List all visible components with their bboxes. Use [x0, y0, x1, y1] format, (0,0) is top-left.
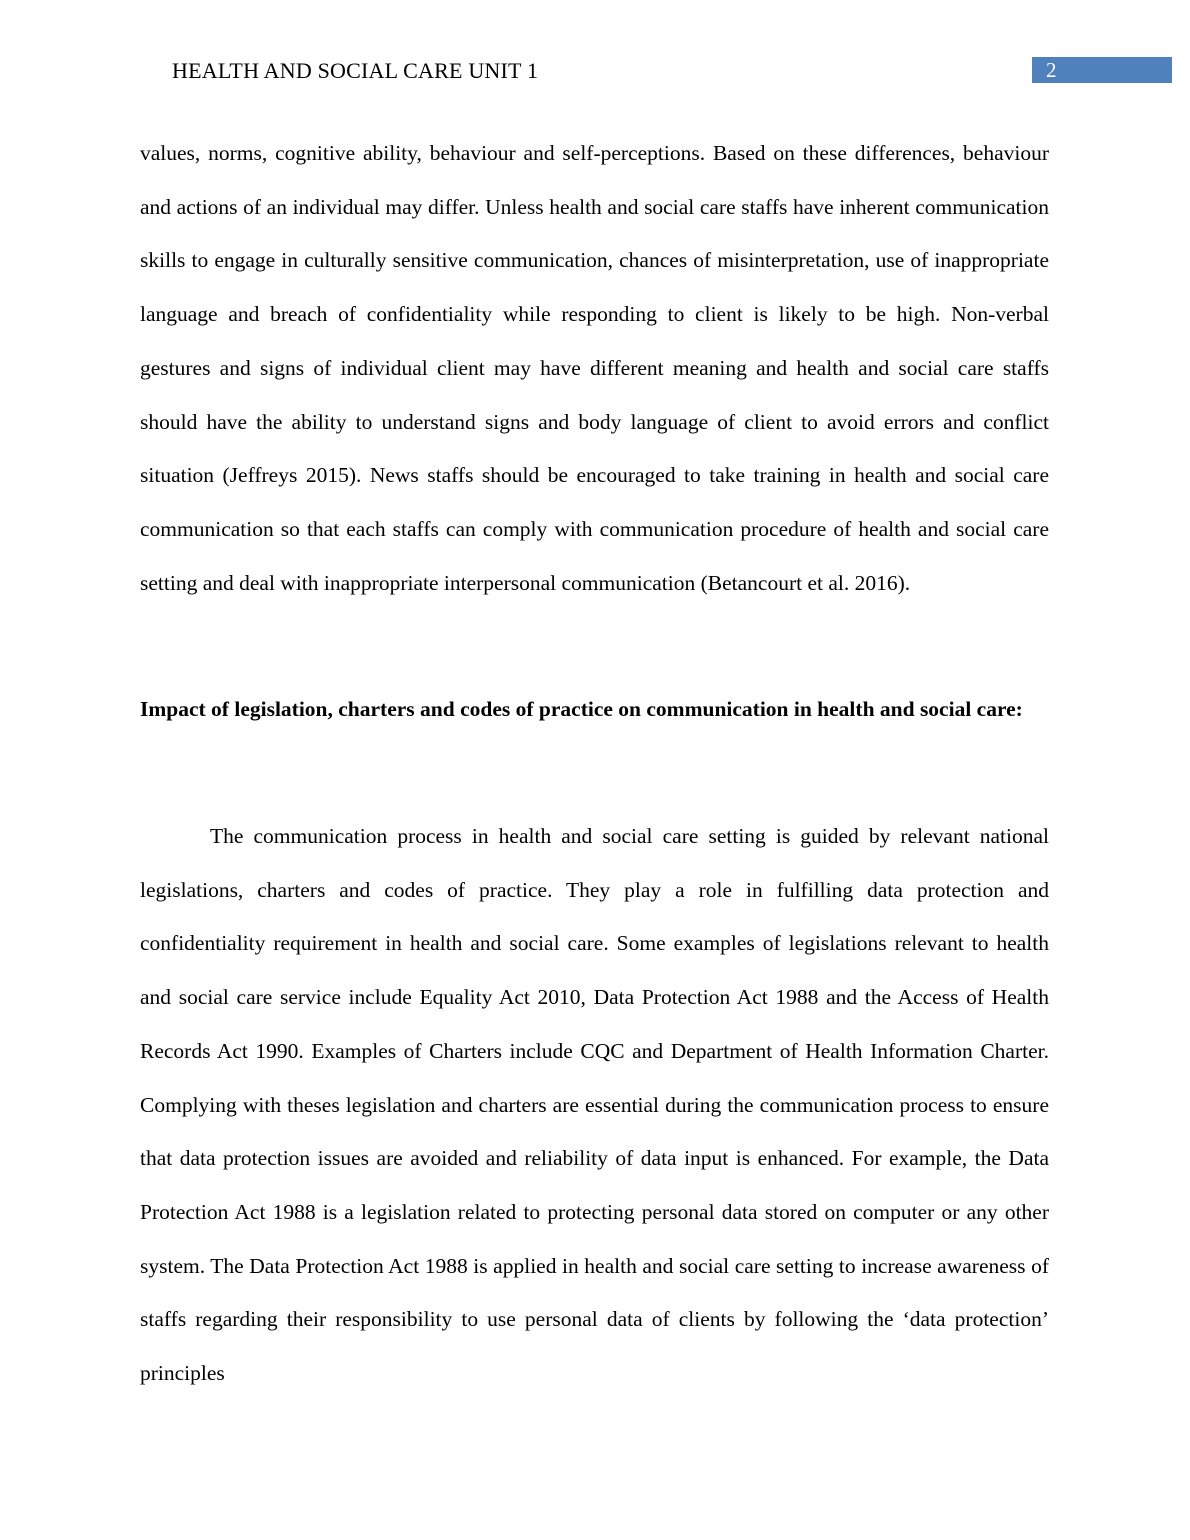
body-paragraph-2: The communication process in health and social care setting is guided by relevant national legislations, charters and codes of practice. They play a role in fulfilling data protection and confidentiality requirement in health and social care. Some examples of legislations relevant to health and social care service include Equality Act 2010, Data Protection Act 1988 and the Access of Health Records Act 1990. Examples of Charters include CQC and Department of Health Information Charter. Complying with theses legislation and charters are essential during the communication process to ensure that data protection issues are avoided and reliability of data input is enhanced. For example, the Data Protection Act 1988 is a legislation related to protecting personal data stored on computer or any other system. The Data Protection Act 1988 is applied in health and social care setting to increase awareness of staffs regarding their responsibility to use personal data of clients by following the ‘data protection’ principles: [140, 824, 1049, 1386]
page-number-box: [1032, 57, 1172, 83]
running-header-title: HEALTH AND SOCIAL CARE UNIT 1: [172, 58, 539, 83]
section-heading: Impact of legislation, charters and codes of practice on communication in health and social care:: [140, 697, 1023, 721]
body-paragraph-1: values, norms, cognitive ability, behaviour and self-perceptions. Based on these differences, behaviour and actions of an individual may differ. Unless health and social care staffs have inherent communication skills to engage in culturally sensitive communication, chances of misinterpretation, use of inappropriate language and breach of confidentiality while responding to client is likely to be high. Non-verbal gestures and signs of individual client may have different meaning and health and social care staffs should have the ability to understand signs and body language of client to avoid errors and conflict situation (Jeffreys 2015). News staffs should be encouraged to take training in health and social care communication so that each staffs can comply with communication procedure of health and social care setting and deal with inappropriate interpersonal communication (Betancourt et al. 2016).: [140, 141, 1049, 595]
page-number: 2: [1046, 58, 1057, 82]
